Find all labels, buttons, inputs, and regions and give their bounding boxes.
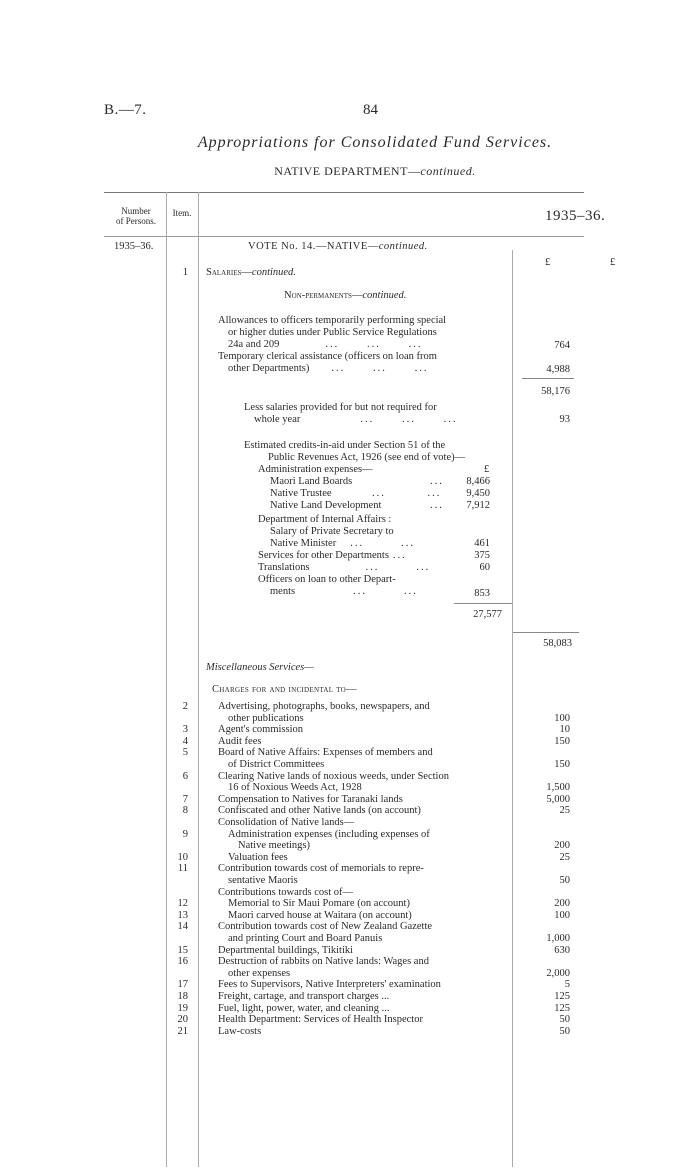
temporary-clerical-line-1: Temporary clerical assistance (officers on loan from [218,351,437,362]
less-salaries-amount: 93 [559,414,570,425]
allowances-line-1: Allowances to officers temporarily performing special [218,315,447,326]
misc-item-amount: 630 [554,944,570,956]
misc-item-amount: 10 [559,724,570,736]
net-total-amount: 58,083 [543,638,572,649]
misc-item-number: 10 [177,851,188,863]
misc-item-label-continued: sentative Maoris [228,875,298,886]
misc-item-amount: 5 [564,979,570,991]
misc-item-amount: 50 [559,1014,570,1026]
misc-item-number: 2 [182,701,188,712]
misc-item-label: Freight, cartage, and transport charges ... [218,991,390,1002]
officers-loan-line-2: ments ... ... [270,586,418,597]
misc-item-label-continued: and printing Court and Board Panuis [228,933,383,944]
misc-item-number: 3 [182,724,188,736]
misc-item-label: Fuel, light, power, water, and cleaning ... [218,1002,390,1014]
misc-item-amount: 125 [554,991,570,1002]
translations-amount: 60 [479,562,490,573]
credit-item-label: Native Land Development [270,500,382,511]
page-title: Appropriations for Consolidated Fund Services. [197,134,553,151]
misc-item-number: 11 [177,863,188,875]
misc-item-label: Consolidation of Native lands— [218,817,355,828]
misc-item-label-continued: 16 of Noxious Weeds Act, 1928 [228,782,362,794]
misc-item-amount: 100 [554,909,570,921]
salaries-heading: Salaries—continued. [206,267,296,278]
credit-item-amount: 8,466 [466,476,490,487]
item-column-header: Item. [172,208,192,218]
misc-item-label: Contribution towards cost of memorials to repre- [218,863,424,875]
misc-item-label-continued: Native meetings) [238,840,311,852]
misc-item-number: 12 [177,898,188,910]
year-column-header: 1935–36. [545,208,606,224]
credits-line-2: Public Revenues Act, 1926 (see end of vote)— [268,452,466,463]
misc-item-number: 16 [177,956,188,968]
misc-item-label: Agent's commission [218,724,304,736]
misc-item-label: Destruction of rabbits on Native lands: Wages and [218,956,429,968]
misc-item-amount: 200 [554,840,570,852]
allowances-line-3: 24a and 209 ... ... ... [228,339,423,350]
leader-dots: ... [430,500,444,511]
misc-item-label: Board of Native Affairs: Expenses of members and [218,747,433,759]
less-salaries-line-2: whole year ... ... ... [254,414,458,425]
misc-item-amount: 5,000 [546,793,570,805]
misc-item-number: 8 [182,805,188,817]
internal-affairs-line-2: Salary of Private Secretary to [270,526,394,537]
document-reference: B.—7. [104,102,147,118]
misc-item-number: 17 [177,979,188,991]
misc-item-number: 14 [177,921,188,933]
misc-item-label-continued: other expenses [228,967,291,979]
misc-item-number: 13 [177,909,188,921]
misc-item-label: Contributions towards cost of— [218,886,354,898]
miscellaneous-heading: Miscellaneous Services— [206,662,314,673]
misc-item-amount: 150 [554,735,570,747]
net-total-rule [513,632,579,633]
misc-item-amount: 200 [554,898,570,910]
pound-sign-1: £ [545,257,551,268]
charges-heading: Charges for and incidental to— [212,684,357,695]
misc-item-amount: 1,500 [546,782,570,794]
misc-item-number: 5 [182,747,188,759]
misc-item-amount: 25 [559,805,570,817]
misc-item-number: 18 [177,991,188,1002]
misc-item-amount: 1,000 [546,933,570,944]
allowances-amount: 764 [554,340,570,351]
misc-item-label-continued: of District Committees [228,759,325,770]
vote-title: VOTE No. 14.—NATIVE—continued. [248,241,428,252]
misc-item-number: 7 [182,793,188,805]
misc-item-number: 4 [182,735,188,747]
department-subtitle: NATIVE DEPARTMENT—continued. [274,164,476,178]
credit-item-label: Native Trustee [270,488,332,499]
misc-item-number: 15 [177,944,188,956]
translations-label: Translations ... ... [258,562,431,573]
pound-sign-2: £ [610,257,616,268]
misc-item-label-continued: other publications [228,712,304,724]
page-number: 84 [363,102,378,118]
misc-item-number: 9 [182,828,188,840]
misc-item-amount: 50 [559,875,570,886]
misc-item-label: Memorial to Sir Maui Pomare (on account) [228,898,410,910]
misc-item-amount: 50 [559,1025,570,1037]
misc-item-number: 6 [182,770,188,782]
credits-total-amount: 27,577 [473,609,502,620]
persons-column-header: Number of Persons. [116,206,156,226]
credits-total-rule [454,603,512,604]
misc-item-amount: 100 [554,712,570,724]
misc-item-label: Confiscated and other Native lands (on account) [218,805,421,817]
misc-item-amount: 25 [559,851,570,863]
misc-item-label: Advertising, photographs, books, newspapers, and [218,701,430,712]
internal-affairs-line-1: Department of Internal Affairs : [258,514,392,525]
internal-affairs-line-3: Native Minister ... ... [270,538,415,549]
misc-item-label: Clearing Native lands of noxious weeds, under Section [218,770,449,782]
services-label: Services for other Departments ... [258,550,407,561]
header-bottom-rule [104,236,584,237]
misc-item-amount: 125 [554,1002,570,1014]
item-number: 1 [182,267,188,278]
less-salaries-line-1: Less salaries provided for but not required for [244,402,437,413]
misc-item-label: Fees to Supervisors, Native Interpreters' examination [218,979,441,991]
credit-item-label: Maori Land Boards [270,476,353,487]
credit-item-amount: 9,450 [466,488,490,499]
misc-item-label: Audit fees [218,735,262,747]
persons-year-label: 1935–36. [114,241,154,252]
misc-item-label: Valuation fees [228,851,288,863]
subtotal-amount: 58,176 [541,386,570,397]
officers-loan-amount: 853 [474,588,490,599]
leader-dots: ... ... [372,488,442,499]
leader-dots: ... [430,476,444,487]
temporary-clerical-line-2: other Departments) ... ... ... [228,363,429,374]
misc-item-label: Departmental buildings, Tikitiki [218,944,354,956]
admin-expenses-label: Administration expenses— [258,464,373,475]
subtotal-rule [522,378,574,379]
table-top-rule [104,192,584,193]
services-amount: 375 [474,550,490,561]
persons-column-divider [166,192,167,1167]
misc-item-number: 19 [177,1002,188,1014]
credit-item-amount: 7,912 [466,500,490,511]
misc-item-label: Health Department: Services of Health Inspector [218,1014,423,1026]
temporary-clerical-amount: 4,988 [546,364,570,375]
misc-item-label: Contribution towards cost of New Zealand Gazette [218,921,433,933]
misc-item-label: Administration expenses (including expenses of [228,828,430,840]
misc-item-amount: 150 [554,759,570,770]
misc-item-label: Law-costs [218,1025,262,1037]
credits-line-1: Estimated credits-in-aid under Section 51 of the [244,440,446,451]
non-permanents-heading: Non-permanents—continued. [284,290,407,301]
misc-item-amount: 2,000 [546,967,570,979]
item-column-divider [198,192,199,1167]
misc-item-number: 21 [177,1025,188,1037]
misc-item-number: 20 [177,1014,188,1026]
credits-pound-sign: £ [484,464,490,475]
misc-item-label: Compensation to Natives for Taranaki lands [218,793,403,805]
misc-item-label: Maori carved house at Waitara (on account) [228,909,412,921]
internal-affairs-amount: 461 [474,538,490,549]
allowances-line-2: or higher duties under Public Service Regulations [228,327,437,338]
officers-loan-line-1: Officers on loan to other Depart- [258,574,396,585]
